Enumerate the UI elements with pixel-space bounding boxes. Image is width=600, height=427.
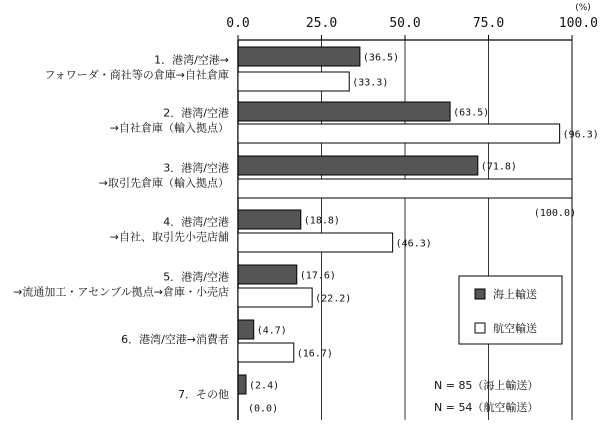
x-tick-label: 75.0 [472, 16, 505, 31]
x-axis [226, 3, 598, 40]
category-label [44, 53, 229, 82]
category-label [13, 270, 229, 299]
category-label [121, 332, 229, 346]
bar-air [238, 179, 572, 198]
bar-air [238, 233, 393, 252]
bar-sea [238, 375, 246, 394]
value-label: (36.5) [362, 52, 400, 64]
value-label: (63.5) [453, 107, 490, 119]
value-label: (71.8) [480, 161, 517, 173]
bar-sea [238, 102, 450, 121]
category-label-line: 3．港湾/空港 [163, 161, 229, 175]
category-label-line: →取引先倉庫（輸入拠点） [98, 176, 229, 190]
category-label-line: フォワーダ・商社等の倉庫→自社倉庫 [44, 68, 229, 82]
category-label [178, 387, 229, 401]
value-label: (0.0) [248, 403, 279, 415]
bar-sea [238, 320, 254, 339]
unit-label: (%) [575, 3, 591, 13]
legend [459, 276, 562, 344]
bar-sea [238, 265, 297, 284]
x-tick-label: 50.0 [389, 16, 421, 31]
value-label: (96.3) [562, 129, 599, 141]
category-label [110, 106, 229, 135]
bar-sea [238, 47, 360, 66]
category-label-line: 4．港湾/空港 [163, 215, 229, 229]
category-label-line: 7．その他 [178, 388, 229, 401]
category-label-line: →自社倉庫（輸入拠点） [109, 121, 229, 135]
bar-sea [238, 156, 478, 175]
category-label [99, 161, 229, 190]
category-label-line: 5．港湾/空港 [163, 270, 229, 284]
value-label: (33.3) [352, 77, 389, 89]
bar-sea [238, 210, 301, 229]
grid-lines [238, 40, 572, 420]
legend-label: 海上輸送 [493, 288, 537, 301]
sample-size-note: N = 85（海上輸送） [434, 379, 539, 392]
value-label: (16.7) [296, 348, 333, 360]
category-labels [13, 53, 229, 402]
bar-air [238, 124, 560, 143]
value-label: (100.0) [533, 208, 576, 219]
category-label-line: →自社、取引先小売店舗 [109, 230, 229, 244]
sample-size-notes [434, 378, 538, 414]
legend-swatch [475, 289, 485, 299]
x-tick-label: 100.0 [558, 16, 598, 31]
value-label: (22.2) [315, 293, 352, 305]
category-label [110, 215, 229, 244]
legend-swatch [475, 323, 485, 333]
bar-air [238, 288, 312, 307]
value-label: (2.4) [249, 380, 280, 392]
x-tick-label: 0.0 [226, 16, 250, 31]
value-label: (4.7) [256, 325, 287, 337]
category-label-line: →流通加工・アセンブル拠点→倉庫・小売店 [13, 285, 229, 299]
bar-air [238, 72, 349, 91]
x-tick-label: 25.0 [305, 16, 338, 31]
legend-label: 航空輸送 [493, 322, 537, 335]
category-label-line: 2．港湾/空港 [163, 106, 229, 120]
value-label: (46.3) [395, 238, 432, 250]
value-label: (17.6) [299, 270, 336, 282]
sample-size-note: N = 54（航空輸送） [434, 401, 539, 414]
value-label: (18.8) [303, 215, 340, 227]
category-label-line: 6．港湾/空港→消費者 [121, 333, 229, 346]
category-label-line: 1．港湾/空港→ [154, 53, 229, 67]
bar-air [238, 343, 294, 362]
